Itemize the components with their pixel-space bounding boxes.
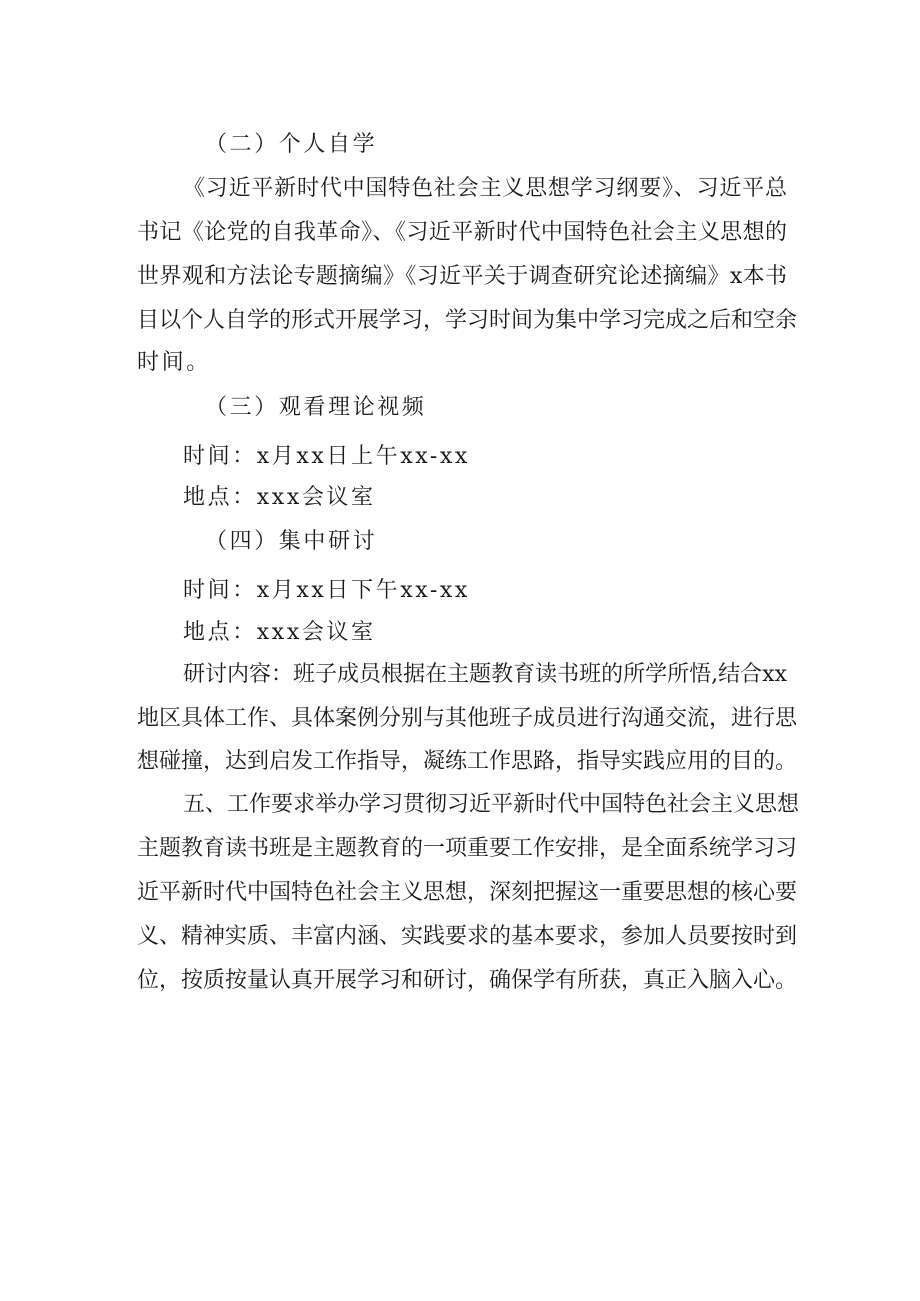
paragraph-line: 时间。 xyxy=(137,350,211,375)
section-heading-video: （三）观看理论视频 xyxy=(205,395,427,420)
paragraph-line: 《习近平新时代中国特色社会主义思想学习纲要》、习近平总 xyxy=(183,176,787,201)
discussion-place: 地点：xxx会议室 xyxy=(183,620,376,645)
video-time: 时间：x月xx日上午xx-xx xyxy=(183,444,470,469)
paragraph-line: 研讨内容：班子成员根据在主题教育读书班的所学所悟,结合xx xyxy=(183,662,787,687)
section-heading-personal-study: （二）个人自学 xyxy=(205,132,378,157)
paragraph-line: 目以个人自学的形式开展学习，学习时间为集中学习完成之后和空余 xyxy=(137,308,798,333)
section-heading-discussion: （四）集中研讨 xyxy=(205,529,378,554)
paragraph-line: 主题教育读书班是主题教育的一项重要工作安排，是全面系统学习习 xyxy=(137,836,798,861)
video-place: 地点：xxx会议室 xyxy=(183,485,376,510)
paragraph-line: 近平新时代中国特色社会主义思想，深刻把握这一重要思想的核心要 xyxy=(137,880,798,905)
paragraph-line: 义、精神实质、丰富内涵、实践要求的基本要求，参加人员要按时到 xyxy=(137,924,798,949)
paragraph-line: 书记《论党的自我革命》、《习近平新时代中国特色社会主义思想的 xyxy=(137,220,787,245)
paragraph-line: 五、工作要求举办学习贯彻习近平新时代中国特色社会主义思想 xyxy=(183,792,800,817)
paragraph-line: 世界观和方法论专题摘编》《习近平关于调查研究论述摘编》x本书 xyxy=(137,264,787,289)
paragraph-line: 位，按质按量认真开展学习和研讨，确保学有所获，真正入脑入心。 xyxy=(137,968,798,993)
discussion-time: 时间：x月xx日下午xx-xx xyxy=(183,578,470,603)
paragraph-line: 地区具体工作、具体案例分别与其他班子成员进行沟通交流，进行思 xyxy=(137,706,798,731)
paragraph-line: 想碰撞，达到启发工作指导，凝练工作思路，指导实践应用的目的。 xyxy=(137,749,798,774)
